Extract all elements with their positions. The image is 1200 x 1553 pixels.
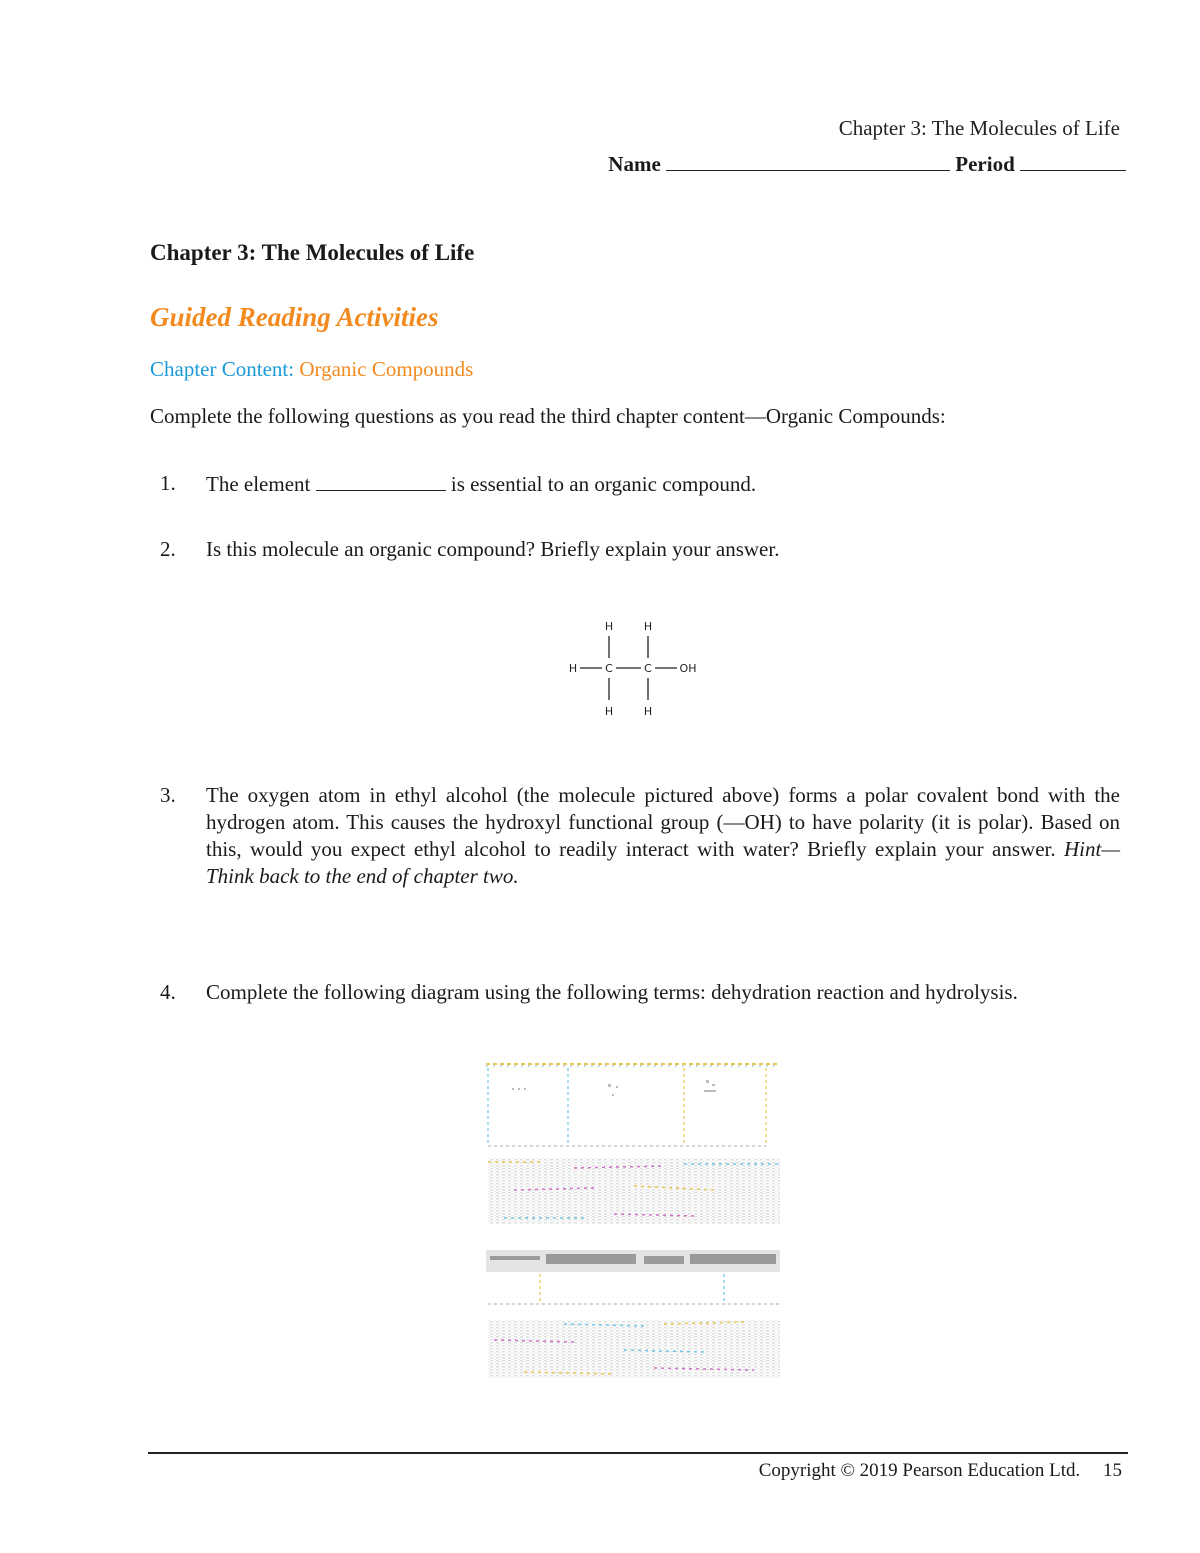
name-field[interactable] <box>666 148 950 171</box>
name-period-fields <box>608 148 1126 177</box>
ethanol-structure-diagram <box>560 612 720 724</box>
question-number: 4. <box>160 980 176 1004</box>
question-1-text-after: is essential to an organic compound. <box>450 472 757 496</box>
question-2-text: Is this molecule an organic compound? Briefly explain your answer. <box>206 537 780 561</box>
section-value: Organic Compounds <box>299 357 474 381</box>
name-label: Name <box>608 152 661 176</box>
footer-divider <box>148 1452 1128 1454</box>
question-number: 1. <box>160 471 176 495</box>
bond-lines <box>580 636 677 700</box>
question-3-text: The oxygen atom in ethyl alcohol (the molecule pictured above) forms a polar covalent bond with the hydrogen atom. This causes the hydroxyl functional group (—OH) to have polarity (it is polar). Based on this, would you expect ethyl alcohol to readily interact with water? Briefly explain your answer. <box>206 783 1120 861</box>
question-4 <box>150 979 1120 1006</box>
atom-c-left: C <box>605 662 613 675</box>
page-title: Chapter 3: The Molecules of Life <box>150 240 475 265</box>
atom-h-top-right: H <box>643 620 653 633</box>
question-4-text: Complete the following diagram using the following terms: dehydration reaction and hydrolysis. <box>206 980 1018 1004</box>
question-1-answer-blank[interactable] <box>316 470 446 491</box>
atom-h-left: H <box>568 662 578 675</box>
dehydration-hydrolysis-diagram <box>484 1060 782 1382</box>
period-label: Period <box>955 152 1015 176</box>
intro-text: Complete the following questions as you read the third chapter content—Organic Compounds: <box>150 404 946 428</box>
question-number: 2. <box>160 537 176 561</box>
atom-h-bottom-left: H <box>604 705 614 718</box>
page-subtitle: Guided Reading Activities <box>150 302 439 332</box>
question-1 <box>150 470 1120 498</box>
section-heading <box>150 357 473 382</box>
running-header-chapter: Chapter 3: The Molecules of Life <box>838 116 1120 140</box>
atom-oh: OH <box>679 662 697 675</box>
question-1-text-before: The element <box>206 472 311 496</box>
section-label: Chapter Content: <box>150 357 295 381</box>
question-number: 3. <box>160 783 176 807</box>
question-3 <box>150 782 1120 890</box>
page-number: 15 <box>1103 1460 1122 1481</box>
question-3-hint: Hint—Think back to the end of chapter two. <box>206 837 1120 888</box>
atom-h-bottom-right: H <box>643 705 653 718</box>
atom-c-right: C <box>644 662 652 675</box>
page-footer <box>759 1460 1122 1482</box>
copyright-text: Copyright © 2019 Pearson Education Ltd. <box>758 1460 1081 1481</box>
period-field[interactable] <box>1020 148 1126 171</box>
atom-h-top-left: H <box>604 620 614 633</box>
question-2 <box>150 536 1120 563</box>
